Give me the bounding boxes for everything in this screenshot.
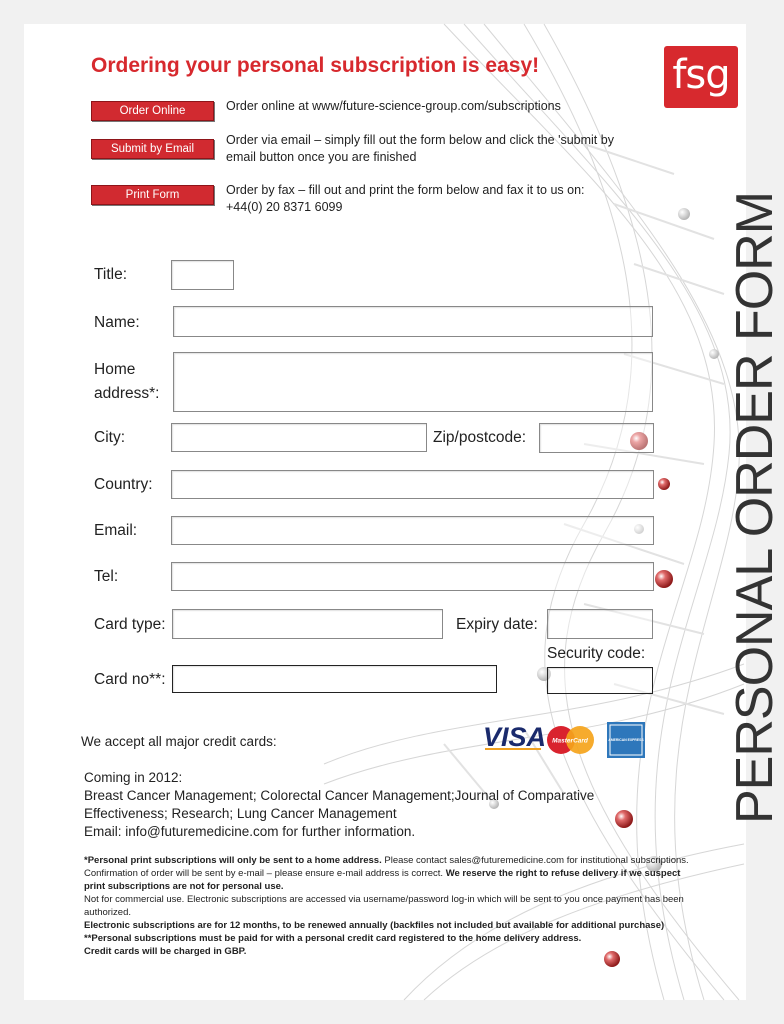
expiry-date-field[interactable] [547, 609, 653, 639]
fine-print-credit-card-bold: **Personal subscriptions must be paid for with a personal credit card registered to the home delivery address. [84, 933, 582, 944]
amex-logo-text: AMERICAN EXPRESS [608, 738, 644, 742]
home-address-label-1: Home [94, 361, 136, 378]
logo-text: fsg [672, 52, 730, 98]
order-form-page [24, 24, 784, 1000]
accepted-cards-text: We accept all major credit cards: [81, 734, 277, 749]
tel-label: Tel: [94, 568, 119, 585]
city-label: City: [94, 429, 125, 446]
print-form-button[interactable]: Print Form [91, 185, 214, 205]
fine-print-refuse-delivery: We reserve the right to refuse delivery if we suspect print subscriptions are not for personal use. [84, 868, 681, 892]
card-number-label: Card no**: [94, 671, 166, 688]
security-code-field[interactable] [547, 667, 653, 694]
card-type-field[interactable] [172, 609, 443, 639]
card-number-field[interactable] [172, 665, 497, 693]
country-label: Country: [94, 476, 153, 493]
email-label: Email: [94, 522, 138, 539]
expiry-date-label: Expiry date: [456, 616, 538, 633]
coming-soon-block [84, 769, 664, 841]
fine-print-gbp [84, 945, 702, 958]
zip-label: Zip/postcode: [433, 429, 527, 446]
submit-by-email-button[interactable]: Submit by Email [91, 139, 214, 159]
fine-print-home-address [84, 854, 702, 867]
order-fax-text [226, 182, 646, 216]
card-type-label: Card type: [94, 616, 166, 633]
fine-print-commercial-use: Not for commercial use. Electronic subscriptions are accessed via username/password log-in which will be sent to you once payment has been authorized. [84, 894, 684, 918]
visa-logo [483, 722, 546, 752]
coming-line-3: Effectiveness; Research; Lung Cancer Management [84, 806, 397, 821]
title-field[interactable] [171, 260, 234, 290]
home-address-label-2: address*: [94, 385, 160, 402]
fine-print-confirmation-text: Confirmation of order will be sent by e-mail – please ensure e-mail address is correct. [84, 868, 446, 879]
order-email-text [226, 132, 646, 166]
zip-field[interactable] [539, 423, 654, 453]
fine-print-gbp-bold: Credit cards will be charged in GBP. [84, 946, 247, 957]
coming-line-4: Email: info@futuremedicine.com for further information. [84, 824, 416, 839]
fsg-logo [664, 46, 738, 108]
order-fax-line-1: Order by fax – fill out and print the form below and fax it to us on: [226, 183, 585, 197]
vertical-form-title: PERSONAL ORDER FORM [726, 191, 784, 824]
fine-print-electronic-bold: Electronic subscriptions are for 12 months, to be renewed annually (backfiles not included but available for additional purchase) [84, 920, 665, 931]
amex-logo [607, 722, 645, 758]
name-label: Name: [94, 314, 140, 331]
fine-print [84, 854, 702, 958]
name-field[interactable] [173, 306, 653, 337]
page-headline: Ordering your personal subscription is easy! [91, 54, 540, 77]
coming-line-1: Coming in 2012: [84, 770, 183, 785]
fine-print-home-address-bold: *Personal print subscriptions will only be sent to a home address. [84, 855, 382, 866]
email-field[interactable] [171, 516, 654, 545]
security-code-label: Security code: [547, 645, 646, 662]
order-online-text [226, 98, 646, 115]
mastercard-logo [547, 726, 594, 754]
country-field[interactable] [171, 470, 654, 499]
order-fax-line-2: +44(0) 20 8371 6099 [226, 200, 343, 214]
home-address-field[interactable] [173, 352, 653, 412]
fine-print-confirmation [84, 867, 702, 893]
order-email-line-2: email button once you are finished [226, 150, 417, 164]
fine-print-electronic-subscriptions [84, 919, 702, 932]
city-field[interactable] [171, 423, 427, 452]
fine-print-credit-card-rule [84, 932, 702, 945]
coming-line-2: Breast Cancer Management; Colorectal Cancer Management;Journal of Comparative [84, 788, 595, 803]
mastercard-logo-text: MasterCard [552, 737, 588, 745]
visa-logo-text: VISA [483, 722, 547, 752]
credit-card-logos [481, 718, 651, 760]
order-online-button[interactable]: Order Online [91, 101, 214, 121]
title-label: Title: [94, 266, 128, 283]
tel-field[interactable] [171, 562, 654, 591]
order-online-line: Order online at www/future-science-group.com/subscriptions [226, 99, 561, 113]
order-email-line-1: Order via email – simply fill out the form below and click the 'submit by [226, 133, 614, 147]
fine-print-home-address-rest: Please contact sales@futuremedicine.com for institutional subscriptions. [381, 855, 689, 866]
